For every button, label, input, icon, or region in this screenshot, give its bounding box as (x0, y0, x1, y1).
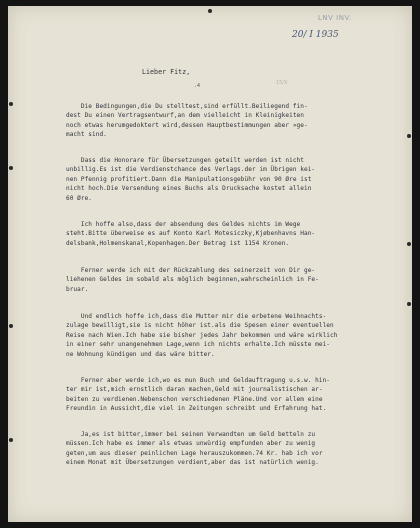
text-line: liehenen Geldes im sobald als möglich beginnen,wahrscheinlich in Fe- (66, 276, 319, 284)
text-line: 60 Øre. (66, 194, 93, 202)
greeting: Lieber Fitz, (142, 68, 191, 76)
paragraph (66, 430, 396, 468)
text-line: Ja,es ist bitter,immer bei seinen Verwandten um Geld betteln zu (66, 431, 316, 438)
text-line: beiten zu verdienen.Nebenschon verschiedenen Pläne.Und vor allem eine (66, 395, 323, 403)
text-line: Freundin in Aussicht,die viel in Zeitungen schreibt und Erfahrung hat. (66, 405, 327, 413)
text-line: zulage bewilligt,sie is nicht höher ist.als die Spesen einer eventuellen (66, 322, 334, 330)
text-line: Ferner aber werde ich,wo es mun Buch und Geldauftragung u.s.w. hin- (66, 377, 331, 384)
text-line: steht.Bitte überweise es auf Konto Karl Motesiczky,Kjøbenhavns Han- (66, 230, 316, 238)
letter-body (8, 6, 412, 522)
letter-page (8, 6, 412, 522)
paragraph (66, 156, 396, 203)
text-line: Ich hoffe also,dass der absendung des Geldes nichts im Wege (66, 221, 301, 228)
text-line: delsbank,Holmenskanal,Kopenhagen.Der Betrag ist 1154 Kronen. (66, 239, 290, 247)
text-line: Dass die Honorare für Übersetzungen geteilt werden ist nicht (66, 157, 304, 164)
handwritten-date: 20/ I 1935 (292, 30, 339, 40)
text-line: Die Bedingungen,die Du stelltest,sind erfüllt.Beiliegend fin- (66, 103, 308, 110)
paragraph (66, 312, 396, 359)
paragraph (66, 266, 396, 294)
text-line: nicht hoch.Die Versendung eines Buchs als Drucksache kostet allein (66, 185, 312, 193)
text-line: ter mir ist,mich ernstlich daran machen,Geld mit journalistischen ar- (66, 386, 323, 394)
text-line: in einer sehr unangenehmen Lage,wenn ich nichts erhalte.Ich müsste mei- (66, 341, 331, 349)
text-line: dest Du einen Vertragsentwurf,an dem vielleicht in Kleinigkeiten (66, 112, 304, 120)
text-line: Ferner werde ich mit der Rückzahlung des seinerzeit von Dir ge- (66, 267, 316, 274)
margin-mark: .4 (194, 83, 201, 89)
paragraph (66, 102, 396, 140)
text-line: nen Pfennig profitiert.Dann die Manipulationsgebühr von 90 Øre ist (66, 175, 312, 183)
paragraph (66, 376, 396, 414)
text-line: Reise nach Wien.Ich habe sie bisher jedes Jahr bekommen und wäre wirklich (66, 331, 338, 339)
text-line: noch etwas herumgedoktert wird,dessen Hauptbestimmungen aber »ge- (66, 121, 308, 129)
text-line: ne Wohnung kündigen und das wäre bitter. (66, 350, 215, 358)
text-line: unbillig.Es ist die Verdienstchance des Verlags.der im Übrigen kei- (66, 166, 316, 174)
faint-mark: 15/X (276, 80, 288, 86)
archive-stamp: LNV INV. (318, 14, 352, 22)
text-line: einem Monat mit Übersetzungen verdient,aber das ist natürlich wenig. (66, 459, 319, 467)
text-line: macht sind. (66, 131, 107, 139)
text-line: müssen.Ich habe es immer als etwas unwürdig empfunden aber zu wenig (66, 440, 316, 448)
text-line: geten,um aus dieser peinlichen Lage herauszukommen.74 Kr. hab ich vor (66, 449, 323, 457)
text-line: bruar. (66, 285, 89, 293)
text-line: Und endlich hoffe ich,dass die Mutter mir die erbetene Weihnachts- (66, 313, 327, 320)
paragraph (66, 220, 396, 248)
